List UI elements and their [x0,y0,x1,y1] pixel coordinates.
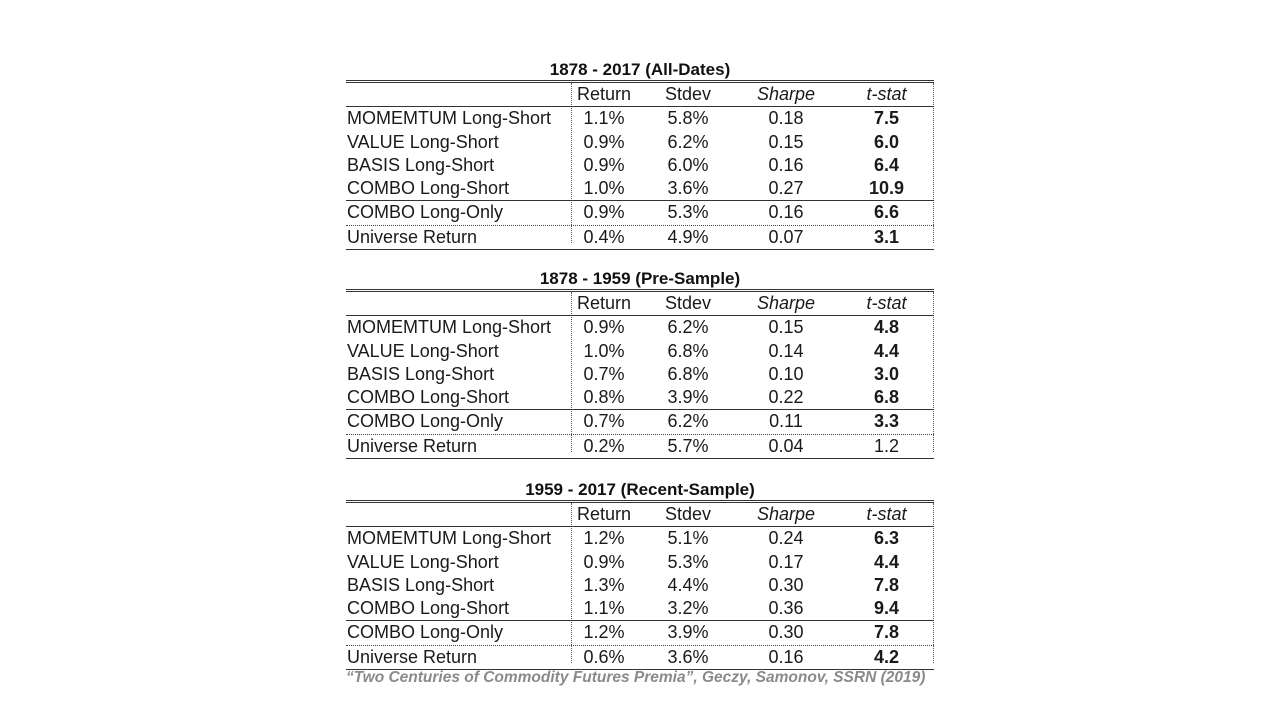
table-row [346,201,934,225]
cell-return: 1.3% [583,574,625,595]
table-row [346,177,934,201]
cell-return: 1.1% [583,108,625,129]
cell-tstat: 6.6 [873,202,900,223]
cell-return: 0.9% [583,551,625,572]
table-row [346,410,934,434]
cell-sharpe: 0.30 [768,574,804,595]
cell-sharpe: 0.16 [768,154,804,175]
cell-return: 0.9% [583,202,625,223]
cell-tstat: 6.3 [873,528,900,549]
table-row [346,621,934,645]
cell-sharpe: 0.16 [768,646,804,667]
cell-tstat: 4.4 [873,551,900,572]
cell-return: 1.2% [583,622,625,643]
cell-stdev: 3.9% [667,387,709,408]
table-row [346,107,934,130]
cell-sharpe: 0.24 [768,528,804,549]
cell-stdev: 4.9% [667,226,709,247]
cell-return: 0.7% [583,411,625,432]
row-label: MOMEMTUM Long-Short [347,317,552,338]
table-row [346,574,934,597]
row-label: COMBO Long-Short [347,598,510,619]
table-row [346,551,934,574]
cell-tstat: 6.0 [873,131,900,152]
header-stdev: Stdev [664,293,712,313]
cell-tstat: 7.8 [873,574,900,595]
row-label: VALUE Long-Short [347,131,499,152]
header-row [346,292,934,316]
cell-return: 1.2% [583,528,625,549]
cell-stdev: 3.9% [667,622,709,643]
cell-tstat: 4.4 [873,340,900,361]
cell-stdev: 6.2% [667,317,709,338]
cell-tstat: 6.8 [873,387,900,408]
cell-return: 0.9% [583,131,625,152]
cell-sharpe: 0.04 [768,435,804,456]
cell-tstat: 6.4 [873,154,900,175]
cell-sharpe: 0.22 [768,387,804,408]
table-row [346,226,934,250]
table-row [346,316,934,339]
cell-stdev: 6.2% [667,411,709,432]
cell-stdev: 5.1% [667,528,709,549]
cell-stdev: 4.4% [667,574,709,595]
cell-tstat: 4.8 [873,317,900,338]
table-row [346,597,934,621]
cell-return: 0.8% [583,387,625,408]
cell-return: 0.9% [583,317,625,338]
table-title: 1959 - 2017 (Recent-Sample) [346,478,934,503]
cell-tstat: 7.5 [873,108,900,129]
table-row [346,131,934,154]
cell-tstat: 3.1 [873,226,900,247]
row-label: COMBO Long-Only [347,622,504,643]
row-label: Universe Return [347,435,478,456]
cell-return: 0.2% [583,435,625,456]
cell-sharpe: 0.18 [768,108,804,129]
header-tstat: t-stat [866,293,907,313]
table-title: 1878 - 1959 (Pre-Sample) [346,267,934,292]
cell-sharpe: 0.30 [768,622,804,643]
cell-stdev: 5.8% [667,108,709,129]
header-return: Return [576,504,632,524]
table-all-dates [346,58,934,250]
cell-tstat: 7.8 [873,622,900,643]
row-label: Universe Return [347,646,478,667]
cell-stdev: 6.0% [667,154,709,175]
cell-tstat: 9.4 [873,598,900,619]
table-row [346,154,934,177]
header-stdev: Stdev [664,84,712,104]
table-row [346,340,934,363]
table-recent-sample [346,478,934,670]
cell-sharpe: 0.36 [768,598,804,619]
cell-sharpe: 0.14 [768,340,804,361]
header-sharpe: Sharpe [756,84,816,104]
header-return: Return [576,84,632,104]
cell-sharpe: 0.10 [768,363,804,384]
row-label: BASIS Long-Short [347,574,495,595]
cell-sharpe: 0.11 [769,411,803,432]
row-label: MOMEMTUM Long-Short [347,108,552,129]
row-label: MOMEMTUM Long-Short [347,528,552,549]
row-label: VALUE Long-Short [347,340,499,361]
cell-tstat: 10.9 [868,178,905,199]
header-sharpe: Sharpe [756,293,816,313]
header-stdev: Stdev [664,504,712,524]
cell-return: 0.4% [583,226,625,247]
cell-tstat: 1.2 [873,435,900,456]
row-label: VALUE Long-Short [347,551,499,572]
row-label: COMBO Long-Short [347,387,510,408]
header-tstat: t-stat [866,84,907,104]
cell-sharpe: 0.27 [768,178,804,199]
cell-return: 0.6% [583,646,625,667]
cell-return: 1.0% [583,340,625,361]
cell-stdev: 5.3% [667,551,709,572]
cell-return: 1.0% [583,178,625,199]
cell-stdev: 6.2% [667,131,709,152]
cell-sharpe: 0.15 [768,317,804,338]
row-label: COMBO Long-Short [347,178,510,199]
cell-return: 0.7% [583,363,625,384]
cell-return: 0.9% [583,154,625,175]
header-row [346,503,934,527]
cell-stdev: 5.3% [667,202,709,223]
cell-sharpe: 0.07 [768,226,804,247]
header-row [346,83,934,107]
table-row [346,646,934,670]
row-label: COMBO Long-Only [347,202,504,223]
row-label: BASIS Long-Short [347,154,495,175]
table-row [346,527,934,550]
table-row [346,386,934,410]
cell-return: 1.1% [583,598,625,619]
row-label: Universe Return [347,226,478,247]
header-return: Return [576,293,632,313]
row-label: COMBO Long-Only [347,411,504,432]
cell-sharpe: 0.16 [768,202,804,223]
cell-stdev: 6.8% [667,340,709,361]
table-pre-sample [346,267,934,459]
header-tstat: t-stat [866,504,907,524]
cell-stdev: 6.8% [667,363,709,384]
cell-tstat: 3.0 [873,363,900,384]
table-title: 1878 - 2017 (All-Dates) [346,58,934,83]
table-row [346,435,934,459]
cell-sharpe: 0.17 [768,551,804,572]
cell-tstat: 3.3 [873,411,900,432]
cell-stdev: 3.2% [667,598,709,619]
cell-tstat: 4.2 [873,646,900,667]
row-label: BASIS Long-Short [347,363,495,384]
header-sharpe: Sharpe [756,504,816,524]
cell-stdev: 5.7% [667,435,709,456]
cell-stdev: 3.6% [667,646,709,667]
cell-stdev: 3.6% [667,178,709,199]
cell-sharpe: 0.15 [768,131,804,152]
source-caption: “Two Centuries of Commodity Futures Premia”, Geczy, Samonov, SSRN (2019) [346,669,926,686]
table-row [346,363,934,386]
